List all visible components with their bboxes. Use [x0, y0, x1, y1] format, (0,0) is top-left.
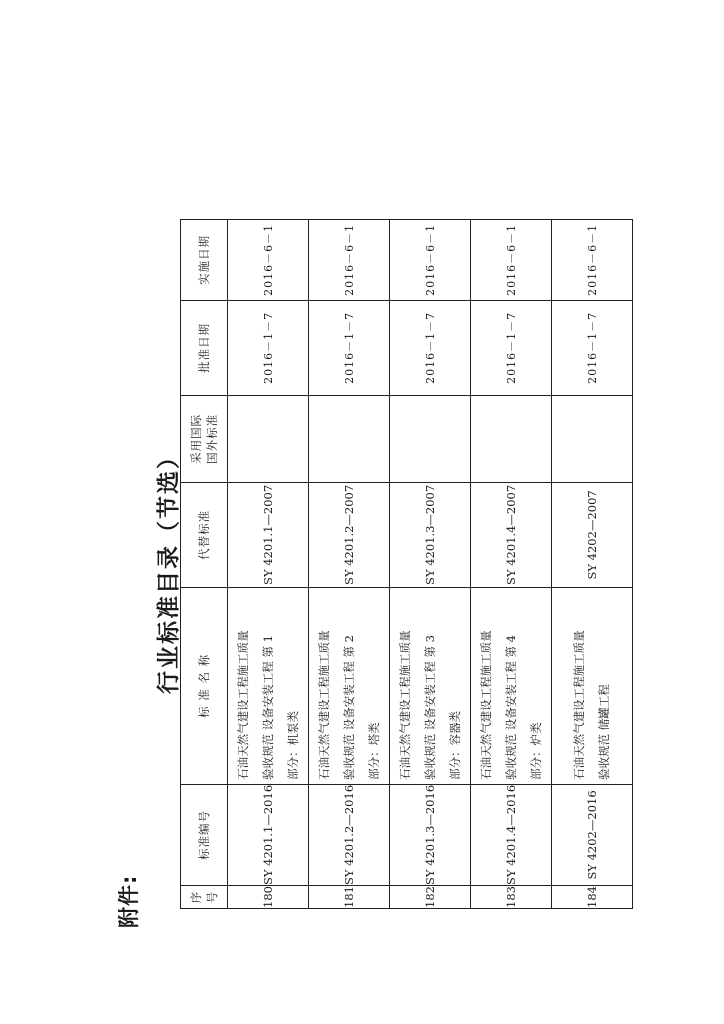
cell-seq: 182: [390, 886, 471, 909]
cell-seq: 184: [552, 886, 633, 909]
table-header-row: [181, 219, 228, 908]
header-adopt-line2: 国外标准: [205, 413, 219, 464]
table-row: [228, 219, 309, 908]
cell-name-line: 部分：机泵类: [285, 710, 300, 780]
cell-name-line: 石油天然气建设工程施工质量: [397, 630, 412, 780]
standards-table: [180, 219, 633, 909]
header-seq: 序号: [181, 886, 228, 909]
cell-name-line: 验收规范 设备安装工程 第 3: [422, 635, 437, 780]
cell-name: [228, 587, 309, 784]
cell-approval-date: 2016－1－7: [471, 300, 552, 395]
cell-name: [309, 587, 390, 784]
cell-seq: 181: [309, 886, 390, 909]
cell-seq: 180: [228, 886, 309, 909]
cell-replaces: SY 4201.2—2007: [309, 482, 390, 587]
cell-code: SY 4201.3—2016: [390, 784, 471, 885]
attachment-label: 附件:: [117, 874, 141, 928]
cell-name: [552, 587, 633, 784]
header-adopt-line1: 采用国际: [189, 413, 203, 464]
cell-name-line: 石油天然气建设工程施工质量: [235, 630, 250, 780]
cell-adopt: [552, 395, 633, 482]
cell-effective-date: 2016－6－1: [309, 219, 390, 300]
cell-effective-date: 2016－6－1: [228, 219, 309, 300]
cell-name: [390, 587, 471, 784]
cell-replaces: SY 4201.1—2007: [228, 482, 309, 587]
cell-replaces: SY 4202—2007: [552, 482, 633, 587]
cell-name-line: 石油天然气建设工程施工质量: [572, 630, 586, 780]
cell-name-line: 部分：炉类: [528, 722, 543, 780]
cell-approval-date: 2016－1－7: [228, 300, 309, 395]
cell-code: SY 4201.2—2016: [309, 784, 390, 885]
cell-name-line: 石油天然气建设工程施工质量: [316, 630, 331, 780]
cell-name-line: 石油天然气建设工程施工质量: [478, 630, 493, 780]
cell-code: SY 4201.4—2016: [471, 784, 552, 885]
cell-approval-date: 2016－1－7: [552, 300, 633, 395]
cell-name-line: 部分：塔类: [366, 722, 381, 780]
cell-adopt: [309, 395, 390, 482]
header-adopt: [181, 395, 228, 482]
cell-name-line: 验收规范 设备安装工程 第 4: [503, 635, 518, 780]
cell-adopt: [390, 395, 471, 482]
cell-effective-date: 2016－6－1: [552, 219, 633, 300]
cell-adopt: [228, 395, 309, 482]
cell-code: SY 4202—2016: [552, 784, 633, 885]
cell-replaces: SY 4201.4—2007: [471, 482, 552, 587]
cell-seq: 183: [471, 886, 552, 909]
table-row: [552, 219, 633, 908]
cell-name-line: 部分：容器类: [447, 710, 462, 780]
cell-approval-date: 2016－1－7: [390, 300, 471, 395]
cell-name: [471, 587, 552, 784]
table-row: [390, 219, 471, 908]
header-replaces: 代替标准: [181, 482, 228, 587]
cell-approval-date: 2016－1－7: [309, 300, 390, 395]
cell-replaces: SY 4201.3—2007: [390, 482, 471, 587]
header-approval: 批准日期: [181, 300, 228, 395]
cell-effective-date: 2016－6－1: [390, 219, 471, 300]
cell-effective-date: 2016－6－1: [471, 219, 552, 300]
table-row: [309, 219, 390, 908]
cell-adopt: [471, 395, 552, 482]
page-title: 行业标准目录（节选）: [156, 444, 182, 694]
header-effective: 实施日期: [181, 219, 228, 300]
header-code: 标准编号: [181, 784, 228, 885]
table-row: [471, 219, 552, 908]
cell-name-line: 验收规范 储罐工程: [597, 684, 611, 780]
cell-name-line: 验收规范 设备安装工程 第 2: [341, 635, 356, 780]
header-name: 标 准 名 称: [181, 587, 228, 784]
cell-name-line: 验收规范 设备安装工程 第 1: [260, 635, 275, 780]
cell-code: SY 4201.1—2016: [228, 784, 309, 885]
